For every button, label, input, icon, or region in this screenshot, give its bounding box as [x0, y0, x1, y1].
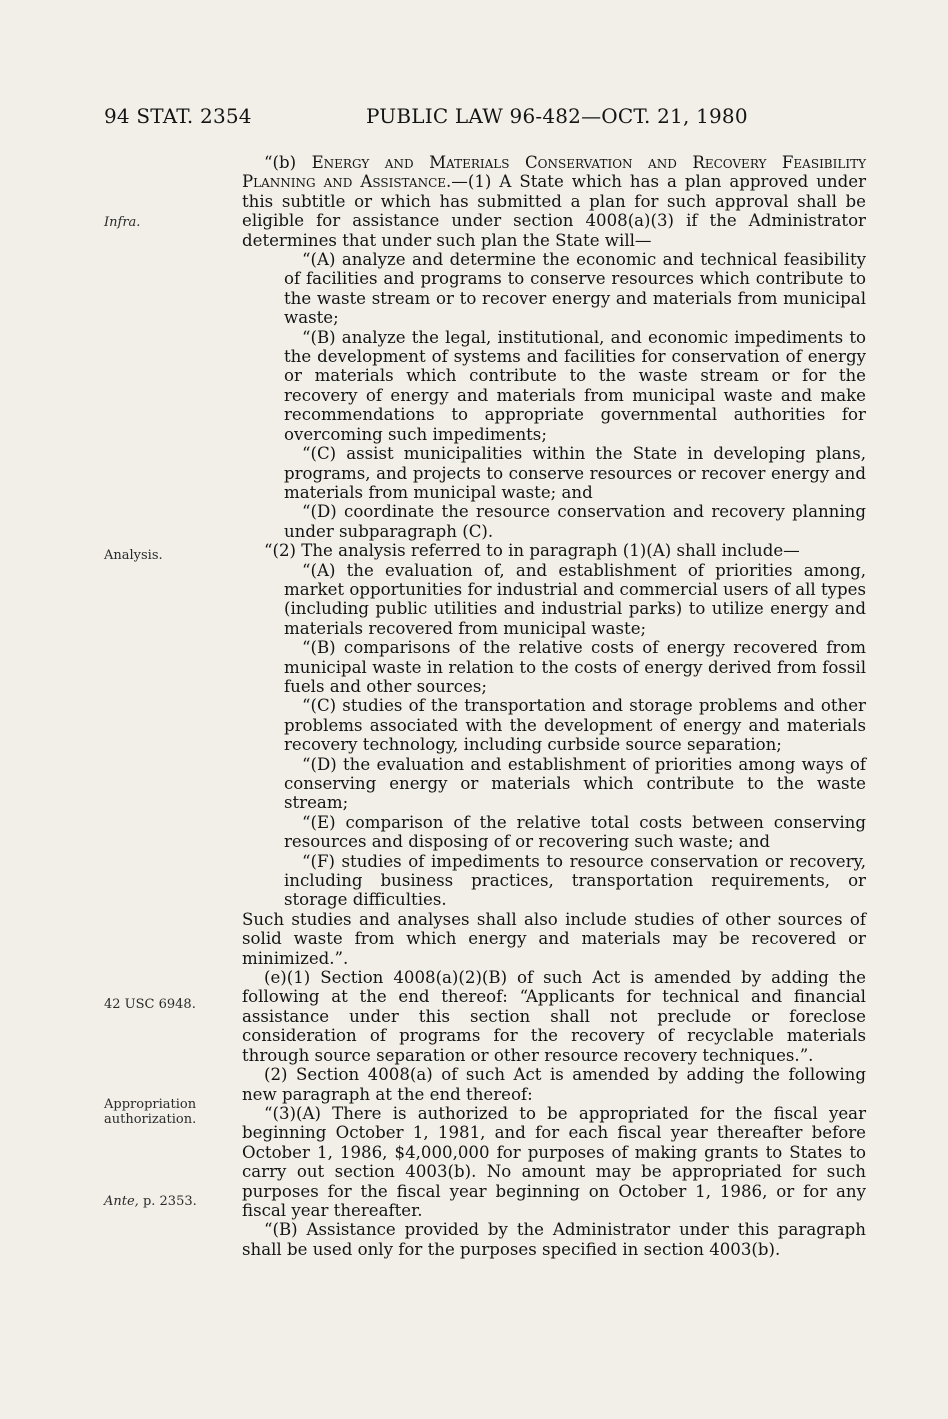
paragraph-2-C: “(C) studies of the transportation and storage problems and other problems associated with the development of energy and materials recovery technology, including curbside source separation;	[284, 696, 866, 755]
margin-note-usc: 42 USC 6948.	[104, 997, 196, 1012]
body-text	[242, 153, 866, 1259]
paragraph-1-B: “(B) analyze the legal, institutional, and economic impediments to the development of systems and facilities for conservation of energy or materials which contribute to the waste stream or for the recovery of energy and materials from municipal waste and make recommendations to appropriate governmental authorities for overcoming such impediments;	[284, 327, 866, 444]
margin-note-analysis: Analysis.	[104, 548, 163, 563]
paragraph-1-D: “(D) coordinate the resource conservation and recovery planning under subparagraph (C).	[284, 502, 866, 541]
margin-note-ante: Ante, p. 2353.	[104, 1194, 197, 1209]
paragraph-2-A: “(A) the evaluation of, and establishment of priorities among, market opportunities for industrial and commercial users of all types (including public utilities and industrial parks) to utilize energy and materials recovered from municipal waste;	[284, 560, 867, 638]
margin-note-appropriation: Appropriation authorization.	[104, 1097, 197, 1127]
subsection-e-1: (e)(1) Section 4008(a)(2)(B) of such Act is amended by adding the following at the end thereof: “Applicants for technical and financial assistance under this section shall not preclude or foreclose consideration of programs for the recovery of recyclable materials through source separation or other resource recovery techniques.”.	[242, 968, 866, 1065]
margin-note-infra: Infra.	[104, 215, 141, 230]
paragraph-2-F: “(F) studies of impediments to resource conservation or recovery, including business practices, transportation requirements, or storage difficulties.	[284, 851, 866, 910]
subsection-b: “(b) Energy and Materials Conservation and Recovery Feasibility Planning and Assistance.—(1) A State which has a plan approved under this subtitle or which has submitted a plan for such approval shall be eligible for assistance under section 4008(a)(3) if the Administrator determines that under such plan the State will—	[242, 153, 866, 250]
page-header	[0, 104, 948, 138]
paragraph-2-intro: “(2) The analysis referred to in paragraph (1)(A) shall include—	[264, 541, 800, 561]
paragraph-2-closing: Such studies and analyses shall also include studies of other sources of solid waste from which energy and materials may be recovered or minimized.”.	[242, 909, 866, 968]
paragraph-1-C: “(C) assist municipalities within the State in developing plans, programs, and projects to conserve resources or recover energy and materials from municipal waste; and	[284, 444, 866, 502]
paragraph-2-D: “(D) the evaluation and establishment of priorities among ways of conserving energy or materials which contribute to the waste stream;	[284, 754, 866, 813]
paragraph-3-A: “(3)(A) There is authorized to be appropriated for the fiscal year beginning October 1, 1981, and for each fiscal year thereafter before October 1, 1986, $4,000,000 for purposes of making grants to States to carry out section 4003(b). No amount may be appropriated for such purposes for the fiscal year beginning on October 1, 1986, or for any fiscal year thereafter.	[242, 1103, 866, 1220]
subsection-b-heading: Energy and Materials Conservation and Recovery Feasibility Planning and Assistance.	[242, 153, 866, 192]
paragraph-3-B: “(B) Assistance provided by the Administrator under this paragraph shall be used only for the purposes specified in section 4003(b).	[242, 1220, 866, 1259]
statute-page-ref: 94 STAT. 2354	[104, 104, 252, 128]
law-title: PUBLIC LAW 96-482—OCT. 21, 1980	[366, 104, 748, 128]
paragraph-2-B: “(B) comparisons of the relative costs of energy recovered from municipal waste in relation to the costs of energy derived from fossil fuels and other sources;	[284, 638, 866, 696]
paragraph-2-E: “(E) comparison of the relative total costs between conserving resources and disposing of or recovering such waste; and	[284, 812, 866, 852]
paragraph-1-A: “(A) analyze and determine the economic and technical feasibility of facilities and programs to conserve resources which contribute to the waste stream or to recover energy and materials from municipal waste;	[284, 250, 866, 328]
subsection-e-2: (2) Section 4008(a) of such Act is amended by adding the following new paragraph at the end thereof:	[242, 1065, 866, 1104]
